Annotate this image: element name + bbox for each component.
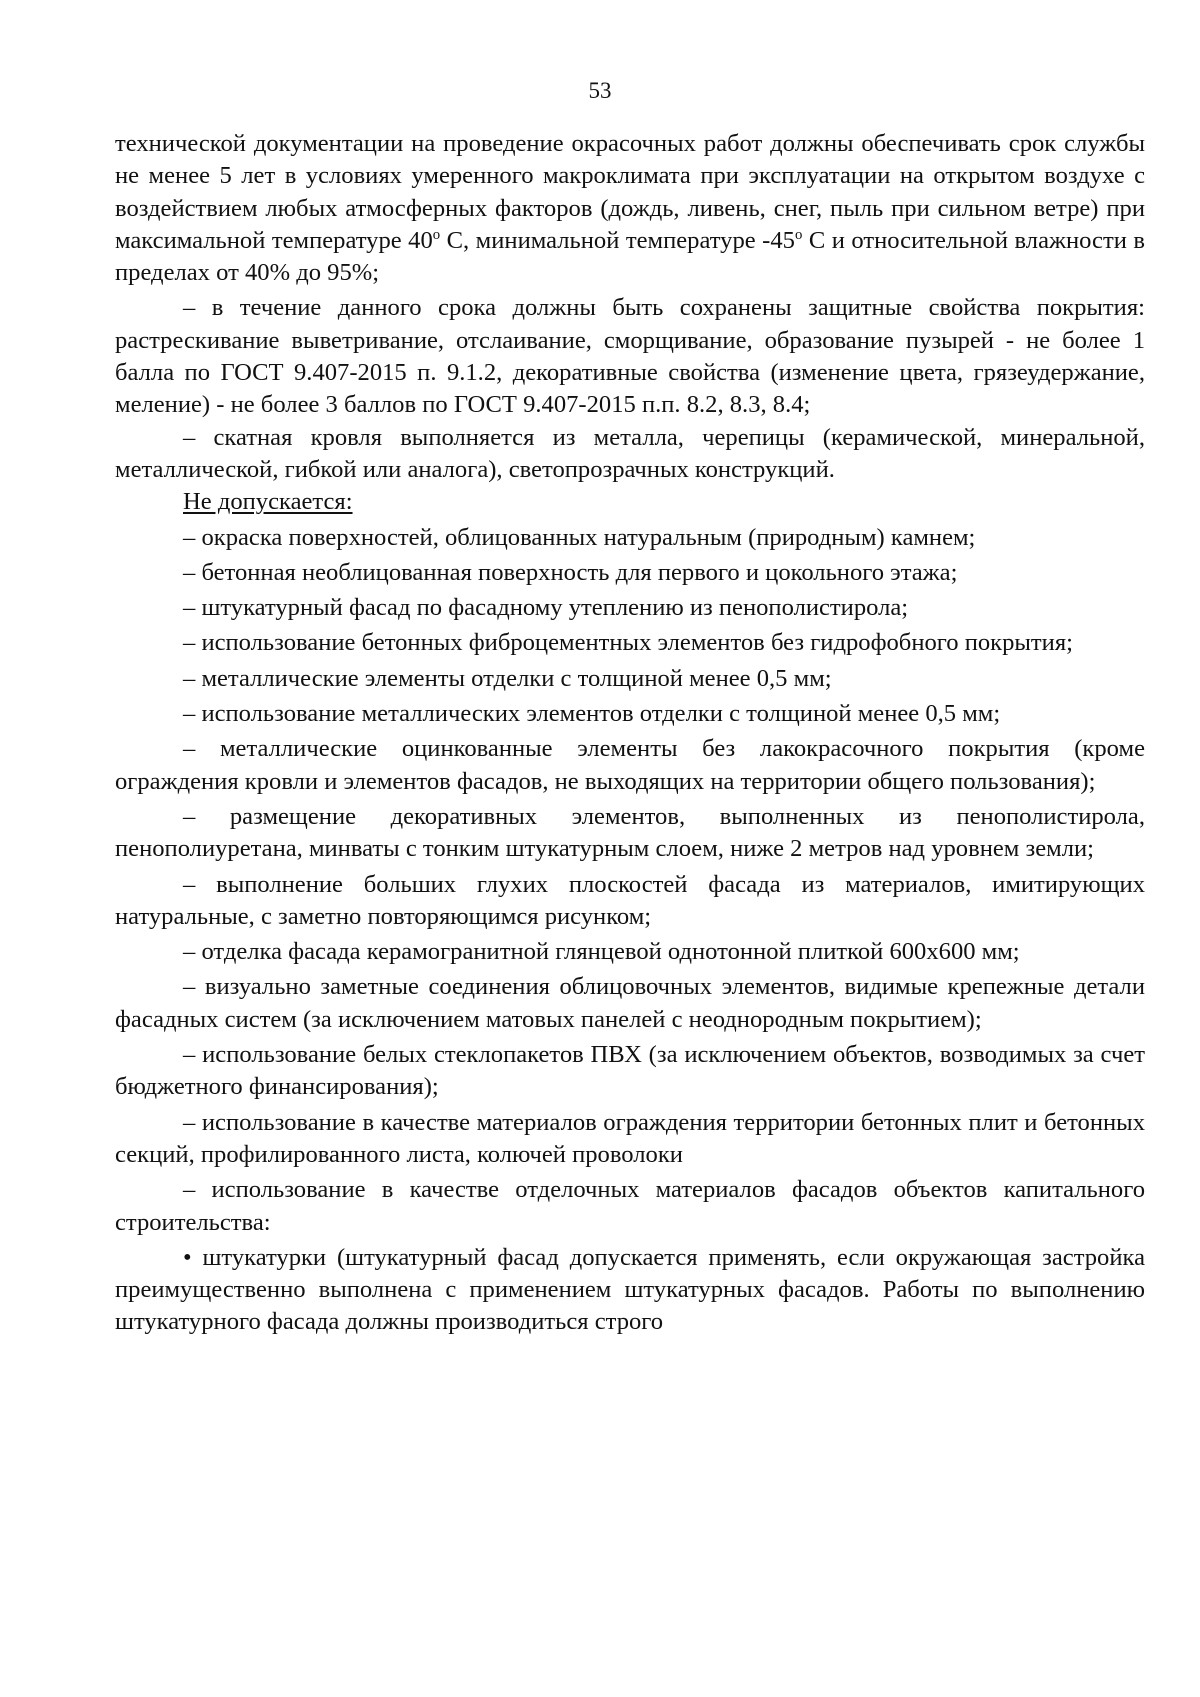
list-item: – в течение данного срока должны быть сохранены защитные свойства покрытия: растрескивание выветривание, отслаивание, сморщивание, образование пузырей - не более 1 балла по ГОСТ 9.407-2015 п. 9.1.2, декоративные свойства (изменение цвета, грязеудержание, меление) - не более 3 баллов по ГОСТ 9.407-2015 п.п. 8.2, 8.3, 8.4;: [115, 294, 1145, 419]
degree-sign: о: [794, 226, 803, 243]
underlined-heading: Не допускается:: [183, 488, 353, 516]
paragraph-text: технической документации на проведение окрасочных работ должны обеспечивать срок службы не менее 5 лет в условиях умеренного макроклимата при эксплуатации на открытом воздухе с воздействием любых атмосферных факторов (дождь, ливень, снег, пыль при сильном ветре) при максимальной температуре 40: [115, 130, 1145, 254]
list-item: – использование белых стеклопакетов ПВХ (за исключением объектов, возводимых за счет бюджетного финансирования);: [115, 1041, 1145, 1101]
paragraph-text: С и относительной влажности в пределах от 40% до 95%;: [115, 226, 1145, 287]
list-item: – штукатурный фасад по фасадному утеплению из пенополистирола;: [183, 594, 909, 622]
bullet-item: • штукатурки (штукатурный фасад допускается применять, если окружающая застройка преимущественно выполнена с применением штукатурных фасадов. Работы по выполнению штукатурного фасада должны производиться строго: [115, 1243, 1145, 1336]
list-item: – скатная кровля выполняется из металла, черепицы (керамической, минеральной, металлической, гибкой или аналога), светопрозрачных конструкций.: [115, 423, 1145, 483]
page-number: 53: [588, 78, 612, 103]
list-item: – использование металлических элементов отделки с толщиной менее 0,5 мм;: [183, 700, 1001, 728]
list-item: – отделка фасада керамогранитной глянцевой однотонной плиткой 600х600 мм;: [183, 938, 1020, 966]
list-item: – визуально заметные соединения облицовочных элементов, видимые крепежные детали фасадных систем (за исключением матовых панелей с неоднородным покрытием);: [115, 973, 1145, 1033]
paragraph-text: С, минимальной температуре -45: [440, 226, 795, 254]
list-item: – использование в качестве материалов ограждения территории бетонных плит и бетонных секций, профилированного листа, колючей проволоки: [115, 1108, 1145, 1168]
list-item: – бетонная необлицованная поверхность для первого и цокольного этажа;: [183, 558, 958, 586]
list-item: – выполнение больших глухих плоскостей фасада из материалов, имитирующих натуральные, с заметно повторяющимся рисунком;: [115, 870, 1145, 930]
degree-sign: о: [432, 226, 441, 243]
list-item: – использование в качестве отделочных материалов фасадов объектов капитального строительства:: [115, 1176, 1145, 1236]
list-item: – окраска поверхностей, облицованных натуральным (природным) камнем;: [183, 523, 976, 551]
list-item: – металлические оцинкованные элементы без лакокрасочного покрытия (кроме ограждения кровли и элементов фасадов, не выходящих на территории общего пользования);: [115, 735, 1145, 795]
list-item: – использование бетонных фиброцементных элементов без гидрофобного покрытия;: [183, 629, 1073, 657]
section-heading: [115, 486, 1145, 518]
paragraph-continuation: [115, 128, 1145, 289]
document-body: [115, 128, 1145, 1339]
list-item: – размещение декоративных элементов, выполненных из пенополистирола, пенополиуретана, минваты с тонким штукатурным слоем, ниже 2 метров над уровнем земли;: [115, 802, 1145, 863]
list-item: – металлические элементы отделки с толщиной менее 0,5 мм;: [183, 664, 832, 692]
